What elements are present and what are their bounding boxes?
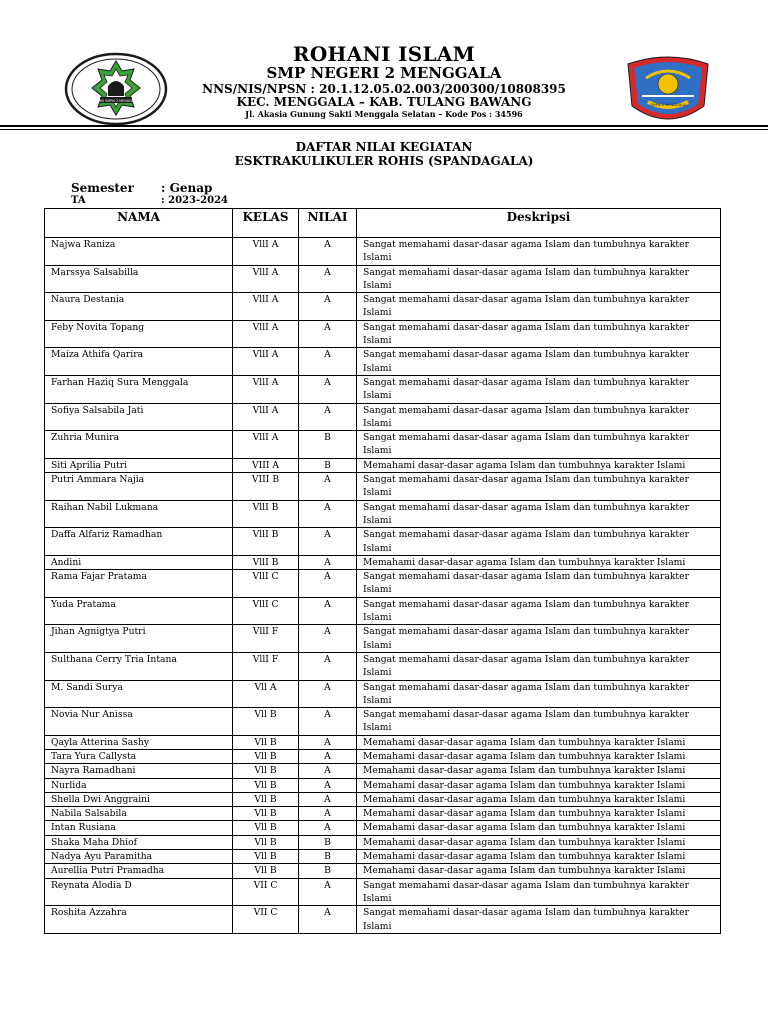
cell-deskripsi: Sangat memahami dasar-dasar agama Islam dan tumbuhnya karakter Islami	[357, 570, 721, 598]
cell-nama: Feby Novita Topang	[45, 320, 233, 348]
cell-nilai: B	[299, 458, 357, 472]
cell-nama: Raihan Nabil Lukmana	[45, 500, 233, 528]
cell-kelas: VllI A	[233, 320, 299, 348]
cell-nama: Nurlida	[45, 778, 233, 792]
svg-text:SMPN 2 MENGGALA: SMPN 2 MENGGALA	[650, 103, 686, 107]
cell-kelas: VllI B	[233, 555, 299, 569]
document-subtitle: ESKTRAKULIKULER ROHIS (SPANDAGALA)	[234, 154, 534, 168]
table-row	[45, 403, 721, 431]
table-row	[45, 906, 721, 934]
cell-deskripsi: Sangat memahami dasar-dasar agama Islam dan tumbuhnya karakter Islami	[357, 906, 721, 934]
table-row	[45, 864, 721, 878]
cell-kelas: Vll A	[233, 680, 299, 708]
cell-deskripsi: Sangat memahami dasar-dasar agama Islam dan tumbuhnya karakter Islami	[357, 652, 721, 680]
cell-deskripsi: Sangat memahami dasar-dasar agama Islam dan tumbuhnya karakter Islami	[357, 708, 721, 736]
cell-nama: Yuda Pratama	[45, 597, 233, 625]
cell-nama: Roshita Azzahra	[45, 906, 233, 934]
school-ids: NNS/NIS/NPSN : 20.1.12.05.02.003/200300/10808395	[202, 82, 566, 96]
cell-kelas: Vll B	[233, 764, 299, 778]
table-header-row	[45, 209, 721, 238]
header-rule-thin	[0, 129, 768, 130]
cell-nilai: A	[299, 680, 357, 708]
cell-kelas: VllI B	[233, 528, 299, 556]
cell-nama: Andini	[45, 555, 233, 569]
table-row	[45, 778, 721, 792]
cell-deskripsi: Sangat memahami dasar-dasar agama Islam dan tumbuhnya karakter Islami	[357, 431, 721, 459]
cell-nilai: A	[299, 348, 357, 376]
header-nilai: NILAI	[299, 209, 357, 238]
cell-nilai: A	[299, 528, 357, 556]
ta-line	[71, 195, 228, 206]
cell-kelas: VllI C	[233, 597, 299, 625]
header-nama: NAMA	[45, 209, 233, 238]
table-row	[45, 238, 721, 266]
cell-kelas: VllI A	[233, 375, 299, 403]
cell-kelas: Vll B	[233, 807, 299, 821]
svg-text:ROHIS SMPN 2 MENGGALA: ROHIS SMPN 2 MENGGALA	[93, 99, 139, 103]
table-row	[45, 500, 721, 528]
table-row	[45, 821, 721, 835]
school-emblem-icon	[620, 50, 716, 130]
cell-kelas: VllI A	[233, 431, 299, 459]
cell-nilai: A	[299, 878, 357, 906]
cell-kelas: VII C	[233, 906, 299, 934]
cell-nama: Maiza Athifa Qarira	[45, 348, 233, 376]
school-name: SMP NEGERI 2 MENGGALA	[266, 64, 502, 82]
cell-deskripsi: Sangat memahami dasar-dasar agama Islam dan tumbuhnya karakter Islami	[357, 878, 721, 906]
cell-nilai: A	[299, 708, 357, 736]
table-row	[45, 735, 721, 749]
header-deskripsi: Deskripsi	[357, 209, 721, 238]
semester-label: Semester	[71, 181, 134, 195]
cell-deskripsi: Memahami dasar-dasar agama Islam dan tumbuhnya karakter Islami	[357, 778, 721, 792]
cell-deskripsi: Memahami dasar-dasar agama Islam dan tumbuhnya karakter Islami	[357, 764, 721, 778]
school-district: KEC. MENGGALA – KAB. TULANG BAWANG	[236, 95, 532, 109]
cell-nama: Shaka Maha Dhiof	[45, 835, 233, 849]
cell-kelas: VllI B	[233, 500, 299, 528]
ta-label: TA	[71, 195, 86, 206]
cell-deskripsi: Sangat memahami dasar-dasar agama Islam dan tumbuhnya karakter Islami	[357, 375, 721, 403]
cell-nama: Tara Yura Callysta	[45, 749, 233, 763]
table-row	[45, 473, 721, 501]
table-row	[45, 708, 721, 736]
cell-kelas: VllI A	[233, 238, 299, 266]
cell-deskripsi: Memahami dasar-dasar agama Islam dan tumbuhnya karakter Islami	[357, 850, 721, 864]
cell-nilai: A	[299, 265, 357, 293]
cell-nama: Naura Destania	[45, 293, 233, 321]
cell-nama: Novia Nur Anissa	[45, 708, 233, 736]
cell-nilai: A	[299, 597, 357, 625]
header-rule-thick	[0, 125, 768, 127]
cell-kelas: Vll B	[233, 792, 299, 806]
cell-deskripsi: Sangat memahami dasar-dasar agama Islam dan tumbuhnya karakter Islami	[357, 293, 721, 321]
cell-deskripsi: Memahami dasar-dasar agama Islam dan tumbuhnya karakter Islami	[357, 792, 721, 806]
cell-deskripsi: Memahami dasar-dasar agama Islam dan tumbuhnya karakter Islami	[357, 749, 721, 763]
cell-nama: Nabila Salsabila	[45, 807, 233, 821]
cell-nilai: A	[299, 570, 357, 598]
cell-kelas: Vll B	[233, 850, 299, 864]
cell-nama: Intan Rusiana	[45, 821, 233, 835]
cell-nama: Nadya Ayu Paramitha	[45, 850, 233, 864]
cell-nilai: A	[299, 625, 357, 653]
table-row	[45, 265, 721, 293]
table-row	[45, 597, 721, 625]
letterhead	[0, 40, 768, 130]
cell-kelas: Vll B	[233, 821, 299, 835]
cell-nama: M. Sandi Surya	[45, 680, 233, 708]
cell-nama: Zuhria Munira	[45, 431, 233, 459]
cell-kelas: Vll B	[233, 864, 299, 878]
table-row	[45, 293, 721, 321]
cell-nilai: A	[299, 807, 357, 821]
cell-nilai: A	[299, 473, 357, 501]
cell-kelas: VllI A	[233, 265, 299, 293]
table-row	[45, 570, 721, 598]
table-row	[45, 764, 721, 778]
cell-nama: Reynata Alodia D	[45, 878, 233, 906]
table-row	[45, 850, 721, 864]
cell-nilai: B	[299, 835, 357, 849]
cell-deskripsi: Memahami dasar-dasar agama Islam dan tumbuhnya karakter Islami	[357, 735, 721, 749]
cell-nama: Nayra Ramadhani	[45, 764, 233, 778]
cell-nilai: B	[299, 431, 357, 459]
table-row	[45, 807, 721, 821]
cell-deskripsi: Sangat memahami dasar-dasar agama Islam dan tumbuhnya karakter Islami	[357, 528, 721, 556]
cell-nilai: A	[299, 778, 357, 792]
cell-nilai: A	[299, 906, 357, 934]
table-row	[45, 680, 721, 708]
cell-deskripsi: Sangat memahami dasar-dasar agama Islam dan tumbuhnya karakter Islami	[357, 265, 721, 293]
cell-kelas: Vll B	[233, 708, 299, 736]
cell-nilai: A	[299, 238, 357, 266]
table-row	[45, 431, 721, 459]
cell-nilai: A	[299, 735, 357, 749]
cell-deskripsi: Sangat memahami dasar-dasar agama Islam dan tumbuhnya karakter Islami	[357, 348, 721, 376]
cell-deskripsi: Sangat memahami dasar-dasar agama Islam dan tumbuhnya karakter Islami	[357, 403, 721, 431]
semester-line	[71, 181, 212, 195]
grades-table	[44, 208, 721, 934]
cell-nilai: B	[299, 850, 357, 864]
cell-nilai: A	[299, 403, 357, 431]
school-address: Jl. Akasia Gunung Sakti Menggala Selatan – Kode Pos : 34596	[245, 109, 523, 119]
cell-nama: Rama Fajar Pratama	[45, 570, 233, 598]
cell-deskripsi: Sangat memahami dasar-dasar agama Islam dan tumbuhnya karakter Islami	[357, 680, 721, 708]
cell-nilai: A	[299, 375, 357, 403]
cell-deskripsi: Sangat memahami dasar-dasar agama Islam dan tumbuhnya karakter Islami	[357, 597, 721, 625]
cell-kelas: VllI A	[233, 293, 299, 321]
table-body	[45, 238, 721, 934]
table-row	[45, 625, 721, 653]
cell-deskripsi: Memahami dasar-dasar agama Islam dan tumbuhnya karakter Islami	[357, 835, 721, 849]
cell-kelas: Vll B	[233, 735, 299, 749]
cell-nilai: B	[299, 864, 357, 878]
cell-nama: Najwa Raniza	[45, 238, 233, 266]
cell-kelas: VIII A	[233, 458, 299, 472]
cell-nama: Qayla Atterina Sashy	[45, 735, 233, 749]
cell-kelas: VllI F	[233, 625, 299, 653]
cell-nilai: A	[299, 792, 357, 806]
cell-nama: Putri Ammara Najia	[45, 473, 233, 501]
cell-deskripsi: Memahami dasar-dasar agama Islam dan tumbuhnya karakter Islami	[357, 458, 721, 472]
document-title: DAFTAR NILAI KEGIATAN	[295, 140, 473, 154]
table-row	[45, 320, 721, 348]
cell-nilai: A	[299, 764, 357, 778]
table-row	[45, 375, 721, 403]
cell-deskripsi: Sangat memahami dasar-dasar agama Islam dan tumbuhnya karakter Islami	[357, 625, 721, 653]
cell-nama: Shella Dwi Anggraini	[45, 792, 233, 806]
cell-deskripsi: Memahami dasar-dasar agama Islam dan tumbuhnya karakter Islami	[357, 807, 721, 821]
cell-deskripsi: Sangat memahami dasar-dasar agama Islam dan tumbuhnya karakter Islami	[357, 473, 721, 501]
table-row	[45, 652, 721, 680]
cell-nama: Siti Aprilia Putri	[45, 458, 233, 472]
cell-kelas: VIII B	[233, 473, 299, 501]
organization-title: ROHANI ISLAM	[292, 42, 476, 66]
cell-nilai: A	[299, 555, 357, 569]
cell-deskripsi: Sangat memahami dasar-dasar agama Islam dan tumbuhnya karakter Islami	[357, 500, 721, 528]
cell-kelas: VllI A	[233, 403, 299, 431]
table-row	[45, 835, 721, 849]
cell-deskripsi: Memahami dasar-dasar agama Islam dan tumbuhnya karakter Islami	[357, 821, 721, 835]
cell-deskripsi: Memahami dasar-dasar agama Islam dan tumbuhnya karakter Islami	[357, 555, 721, 569]
table-row	[45, 749, 721, 763]
cell-nama: Daffa Alfariz Ramadhan	[45, 528, 233, 556]
semester-value: : Genap	[161, 181, 213, 195]
cell-nilai: A	[299, 500, 357, 528]
table-row	[45, 528, 721, 556]
table-row	[45, 348, 721, 376]
cell-kelas: VllI A	[233, 348, 299, 376]
table-row	[45, 792, 721, 806]
cell-kelas: VII C	[233, 878, 299, 906]
cell-nilai: A	[299, 293, 357, 321]
cell-nama: Jihan Agnigtya Putri	[45, 625, 233, 653]
cell-nama: Marssya Salsabilla	[45, 265, 233, 293]
cell-kelas: VllI F	[233, 652, 299, 680]
cell-nilai: A	[299, 749, 357, 763]
cell-nama: Aurellia Putri Pramadha	[45, 864, 233, 878]
cell-nama: Sulthana Cerry Tria Intana	[45, 652, 233, 680]
cell-deskripsi: Sangat memahami dasar-dasar agama Islam dan tumbuhnya karakter Islami	[357, 320, 721, 348]
cell-kelas: Vll B	[233, 749, 299, 763]
cell-nama: Farhan Haziq Sura Menggala	[45, 375, 233, 403]
cell-kelas: Vll B	[233, 778, 299, 792]
cell-deskripsi: Memahami dasar-dasar agama Islam dan tumbuhnya karakter Islami	[357, 864, 721, 878]
cell-nilai: A	[299, 821, 357, 835]
cell-kelas: VllI C	[233, 570, 299, 598]
table-row	[45, 878, 721, 906]
cell-nilai: A	[299, 320, 357, 348]
header-kelas: KELAS	[233, 209, 299, 238]
table-row	[45, 555, 721, 569]
cell-deskripsi: Sangat memahami dasar-dasar agama Islam dan tumbuhnya karakter Islami	[357, 238, 721, 266]
cell-kelas: Vll B	[233, 835, 299, 849]
cell-nilai: A	[299, 652, 357, 680]
table-row	[45, 458, 721, 472]
cell-nama: Sofiya Salsabila Jati	[45, 403, 233, 431]
ta-value: : 2023-2024	[161, 195, 228, 206]
rohis-logo-icon	[64, 52, 168, 126]
